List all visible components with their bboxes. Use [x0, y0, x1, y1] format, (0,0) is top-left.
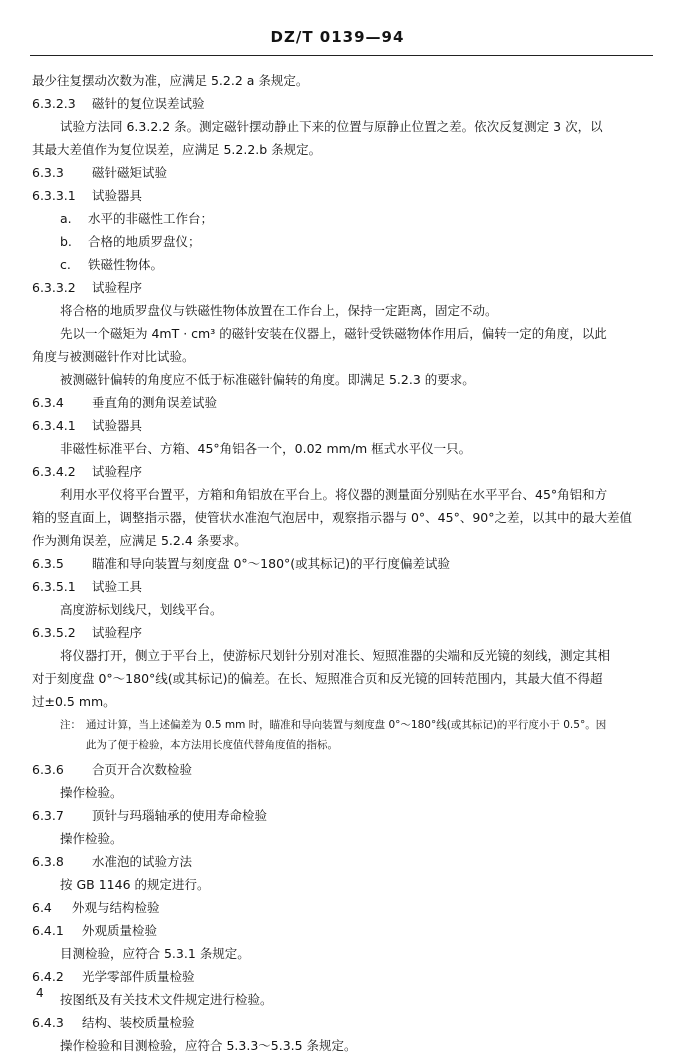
section-number: 6.3.3	[32, 165, 64, 180]
section-number: 6.4.3	[32, 1015, 64, 1030]
section-heading-6-3-2-3	[32, 92, 654, 115]
section-heading-6-3-3	[32, 161, 654, 184]
list-item	[32, 207, 654, 230]
list-item	[32, 253, 654, 276]
list-marker: c.	[60, 257, 71, 272]
section-title: 瞄准和导向装置与刻度盘 0°～180°(或其标记)的平行度偏差试验	[92, 556, 451, 571]
paragraph-line: 试验方法同 6.3.2.2 条。测定磁针摆动静止下来的位置与原静止位置之差。依次反复测定 3 次，以	[60, 119, 603, 134]
section-number: 6.4.1	[32, 923, 64, 938]
paragraph-line: 将合格的地质罗盘仪与铁磁性物体放置在工作台上，保持一定距离，固定不动。	[60, 303, 498, 318]
section-number: 6.4.2	[32, 969, 64, 984]
text-line: 最少往复摆动次数为准，应满足 5.2.2 a 条规定。	[32, 73, 309, 88]
section-title: 光学零部件质量检验	[82, 969, 195, 984]
section-title: 试验程序	[92, 464, 143, 479]
paragraph-line: 将仪器打开，侧立于平台上，使游标尺划针分别对准长、短照准器的尖端和反光镜的刻线，测定其相	[60, 648, 611, 663]
section-heading-6-4-2	[32, 965, 654, 988]
section-heading-6-3-4-2	[32, 460, 654, 483]
section-heading-6-3-7	[32, 804, 654, 827]
paragraph-line: 操作检验。	[60, 785, 123, 800]
list-text: 铁磁性物体。	[88, 257, 164, 272]
section-heading-6-3-3-2	[32, 276, 654, 299]
section-title: 水准泡的试验方法	[92, 854, 193, 869]
list-item	[32, 230, 654, 253]
section-number: 6.3.4	[32, 395, 64, 410]
section-heading-6-4-3	[32, 1011, 654, 1034]
section-title: 合页开合次数检验	[92, 762, 193, 777]
section-title: 垂直角的测角误差试验	[92, 395, 218, 410]
section-heading-6-3-6	[32, 758, 654, 781]
paragraph-line: 利用水平仪将平台置平，方箱和角铝放在平台上。将仪器的测量面分别贴在水平平台、45°角铝和方	[60, 487, 608, 502]
paragraph-line: 被测磁针偏转的角度应不低于标准磁针偏转的角度。即满足 5.2.3 的要求。	[60, 372, 475, 387]
list-marker: b.	[60, 234, 72, 249]
paragraph-line: 按 GB 1146 的规定进行。	[60, 877, 210, 892]
paragraph-line: 过±0.5 mm。	[32, 694, 116, 709]
section-number: 6.3.8	[32, 854, 64, 869]
section-heading-6-3-5-2	[32, 621, 654, 644]
paragraph-line: 先以一个磁矩为 4mT · cm³ 的磁针安装在仪器上，磁针受铁磁物体作用后，偏转一定的角度，以此	[60, 326, 607, 341]
list-text: 水平的非磁性工作台；	[88, 211, 214, 226]
paragraph-line: 其最大差值作为复位误差，应满足 5.2.2.b 条规定。	[32, 142, 322, 157]
section-number: 6.3.6	[32, 762, 64, 777]
section-number: 6.3.5.2	[32, 625, 76, 640]
section-title: 试验器具	[92, 188, 143, 203]
section-title: 结构、装校质量检验	[82, 1015, 195, 1030]
section-number: 6.3.3.2	[32, 280, 76, 295]
paragraph-line: 箱的竖直面上，调整指示器，使管状水准泡气泡居中，观察指示器与 0°、45°、90°之差，以其中的最大差值	[32, 510, 632, 525]
document-header: DZ/T 0139—94	[270, 28, 405, 46]
paragraph-line: 按图纸及有关技术文件规定进行检验。	[60, 992, 273, 1007]
paragraph-line: 操作检验。	[60, 831, 123, 846]
paragraph-line: 非磁性标准平台、方箱、45°角铝各一个，0.02 mm/m 框式水平仪一只。	[60, 441, 472, 456]
paragraph-line: 作为测角误差，应满足 5.2.4 条要求。	[32, 533, 247, 548]
section-title: 试验程序	[92, 625, 143, 640]
note-label: 注：	[60, 719, 81, 731]
document-body	[32, 69, 654, 1057]
note-text: 此为了便于检验，本方法用长度值代替角度值的指标。	[86, 739, 338, 751]
paragraph-line: 高度游标划线尺，划线平台。	[60, 602, 223, 617]
paragraph-line: 对于刻度盘 0°～180°线(或其标记)的偏差。在长、短照准合页和反光镜的回转范围内，其最大值不得超	[32, 671, 603, 686]
section-number: 6.3.2.3	[32, 96, 76, 111]
section-heading-6-3-4	[32, 391, 654, 414]
section-title: 试验程序	[92, 280, 143, 295]
section-heading-6-3-8	[32, 850, 654, 873]
section-title: 磁针磁矩试验	[92, 165, 168, 180]
section-title: 试验器具	[92, 418, 143, 433]
section-heading-6-3-4-1	[32, 414, 654, 437]
section-title: 磁针的复位误差试验	[92, 96, 205, 111]
section-number: 6.3.4.1	[32, 418, 76, 433]
section-title: 外观质量检验	[82, 923, 158, 938]
section-heading-6-4-1	[32, 919, 654, 942]
section-number: 6.3.7	[32, 808, 64, 823]
list-text: 合格的地质罗盘仪；	[88, 234, 201, 249]
section-number: 6.4	[32, 900, 52, 915]
section-number: 6.3.5.1	[32, 579, 76, 594]
note-text: 通过计算，当上述偏差为 0.5 mm 时，瞄准和导向装置与刻度盘 0°～180°线(或其标记)的平行度小于 0.5°。因	[86, 719, 607, 731]
paragraph-line: 操作检验和目测检验，应符合 5.3.3～5.3.5 条规定。	[60, 1038, 357, 1053]
list-marker: a.	[60, 211, 72, 226]
section-number: 6.3.3.1	[32, 188, 76, 203]
header-rule	[30, 55, 653, 56]
section-number: 6.3.4.2	[32, 464, 76, 479]
section-heading-6-3-3-1	[32, 184, 654, 207]
note-block	[32, 715, 654, 755]
section-title: 外观与结构检验	[72, 900, 160, 915]
paragraph-line: 目测检验，应符合 5.3.1 条规定。	[60, 946, 250, 961]
section-title: 顶针与玛瑙轴承的使用寿命检验	[92, 808, 268, 823]
section-heading-6-3-5-1	[32, 575, 654, 598]
section-heading-6-3-5	[32, 552, 654, 575]
section-heading-6-4	[32, 896, 654, 919]
paragraph-line: 角度与被测磁针作对比试验。	[32, 349, 195, 364]
section-title: 试验工具	[92, 579, 143, 594]
page-number: 4	[36, 986, 44, 1000]
section-number: 6.3.5	[32, 556, 64, 571]
